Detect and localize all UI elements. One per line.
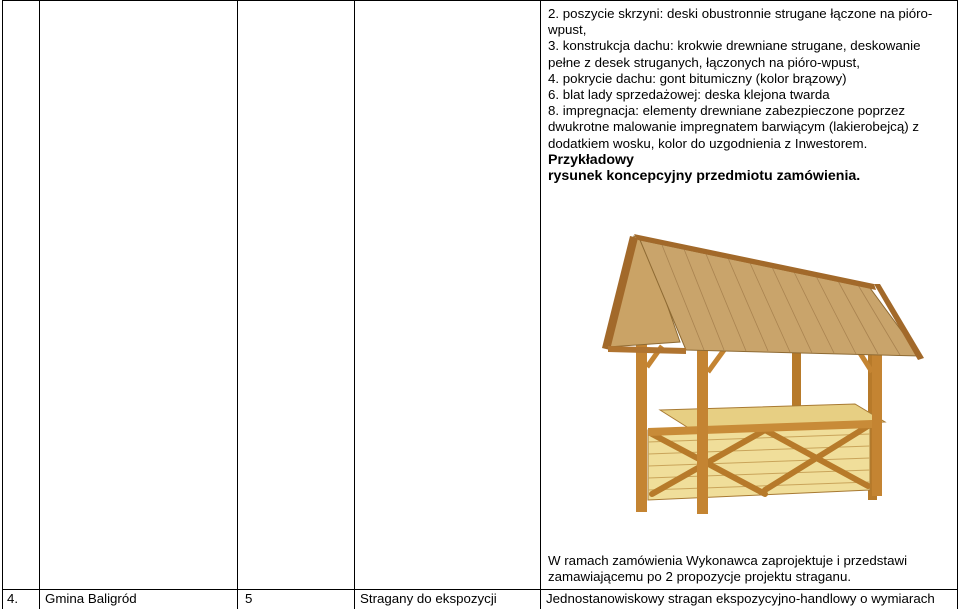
row-number: 4.: [7, 591, 19, 606]
row-quantity: 5: [245, 591, 253, 606]
row-description: Jednostanowiskowy stragan ekspozycyjno-handlowy o wymiarach: [546, 591, 935, 606]
table-border-right: [957, 0, 958, 609]
table-row-divider: [2, 589, 958, 590]
specification-text: [548, 6, 953, 184]
drawing-caption-label: Przykładowy: [548, 151, 634, 168]
table-border-left: [2, 0, 3, 609]
table-col-divider-1: [39, 0, 40, 609]
spec-line-2: 3. konstrukcja dachu: krokwie drewniane strugane, deskowanie pełne z desek struganych, łączonych na pióro-wpust,: [548, 38, 921, 70]
table-col-divider-3: [354, 0, 355, 609]
design-proposal-note: W ramach zamówienia Wykonawca zaprojektuje i przedstawi zamawiającemu po 2 propozycje projektu straganu.: [548, 553, 908, 585]
row-item: Stragany do ekspozycji: [360, 591, 497, 606]
table-col-divider-2: [237, 0, 238, 609]
spec-line-4: 6. blat lady sprzedażowej: deska klejona twarda: [548, 87, 830, 103]
row-municipality: Gmina Baligród: [45, 591, 137, 606]
market-stall-illustration: [600, 232, 930, 522]
spec-line-5: 8. impregnacja: elementy drewniane zabezpieczone poprzez dwukrotne malowanie impregnatem barwiącym (lakierobejcą) z dodatkiem wosku, kolor do uzgodnienia z Inwestorem.: [548, 103, 919, 151]
table-border-top: [2, 0, 958, 1]
spec-line-1: 2. poszycie skrzyni: deski obustronnie strugane łączone na pióro-wpust,: [548, 6, 933, 38]
table-col-divider-4: [540, 0, 541, 609]
drawing-caption: rysunek koncepcyjny przedmiotu zamówienia.: [548, 168, 861, 185]
spec-line-3: 4. pokrycie dachu: gont bitumiczny (kolor brązowy): [548, 70, 847, 86]
